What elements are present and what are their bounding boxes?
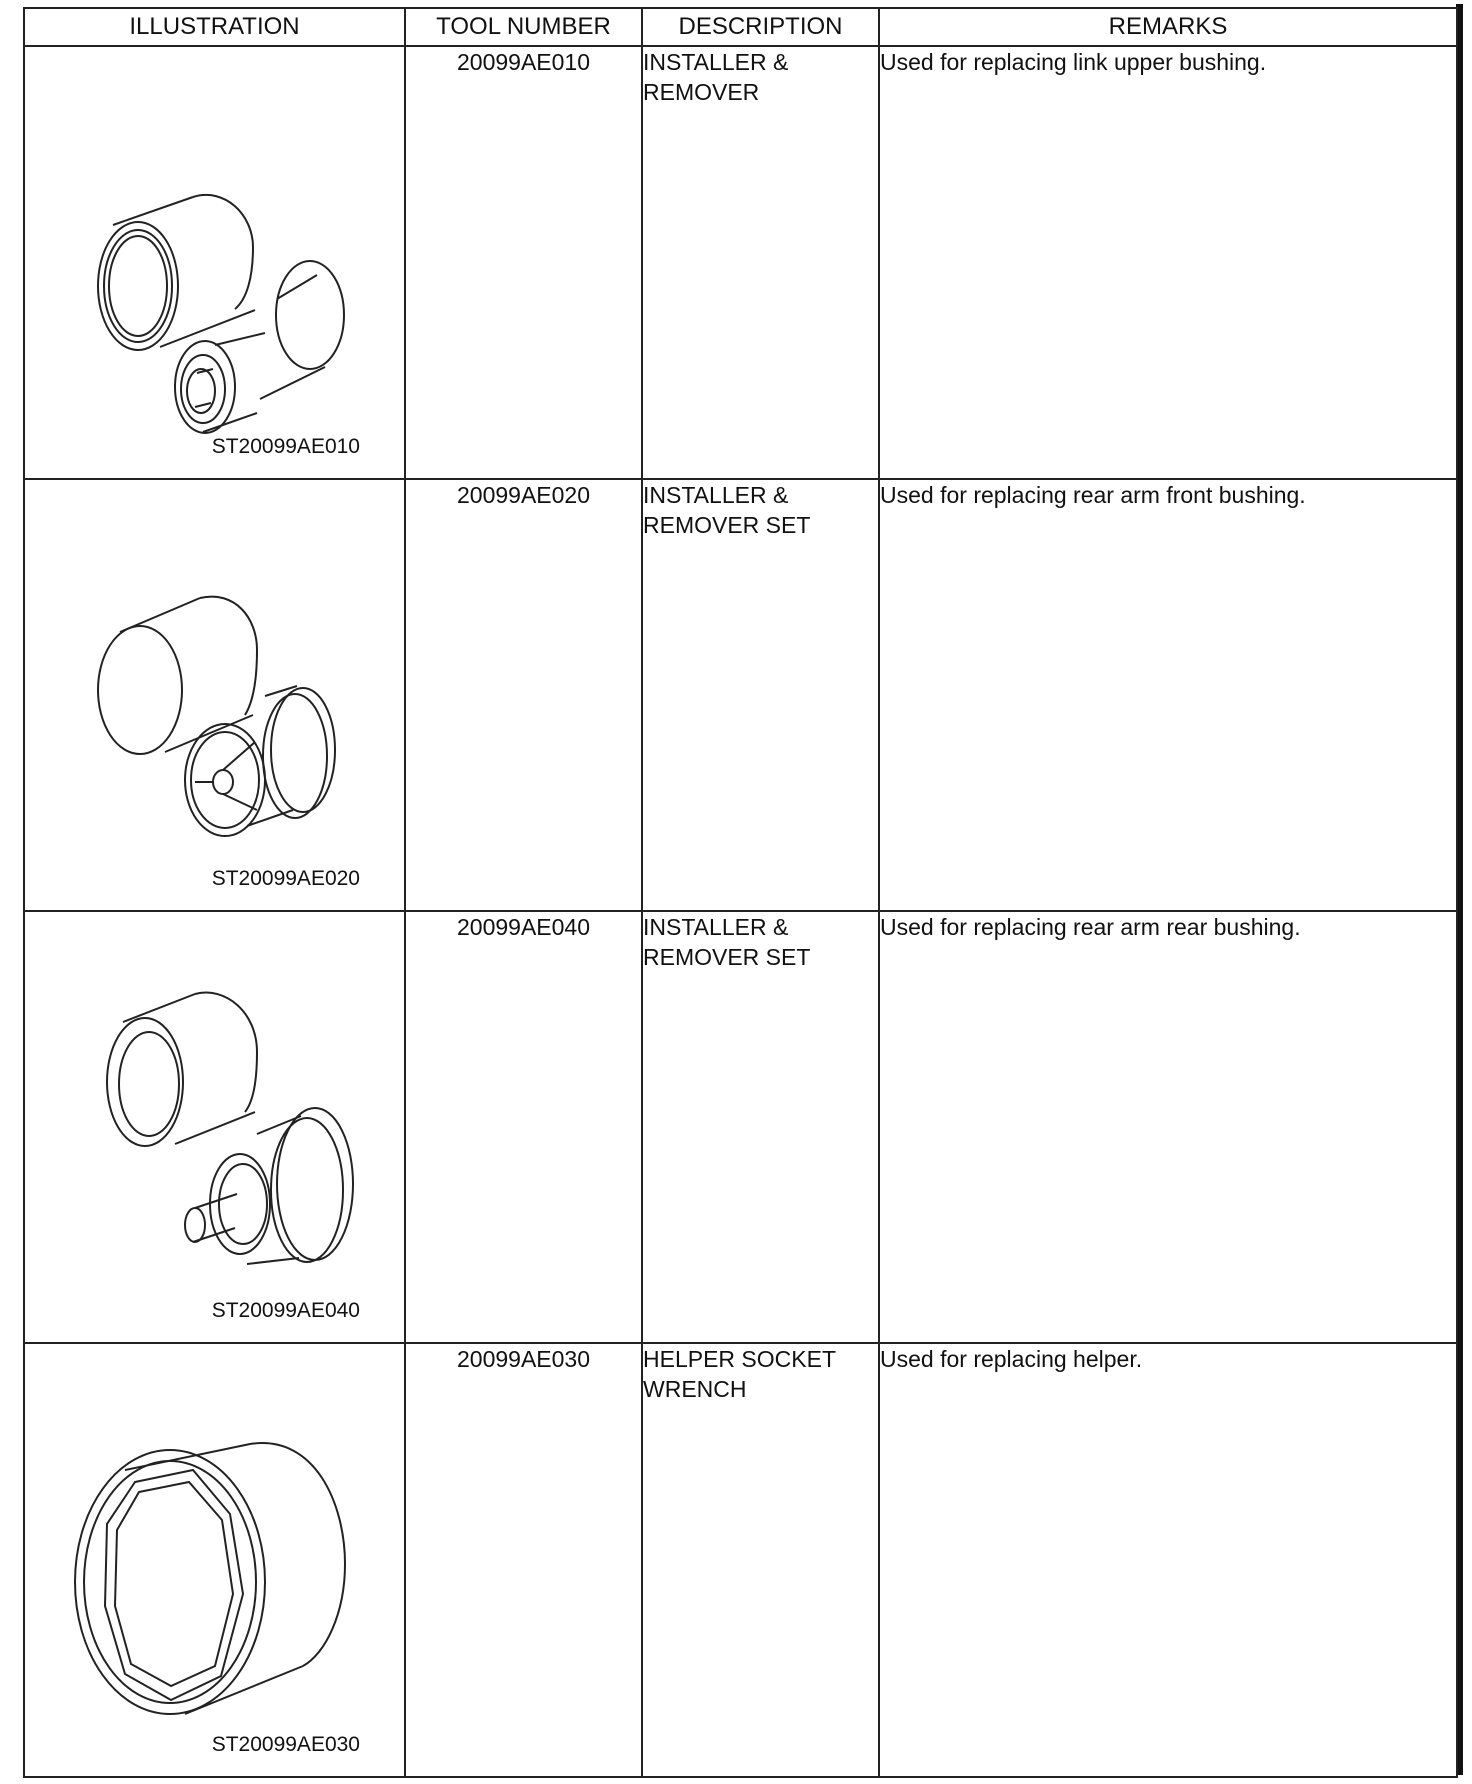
installer-remover-set-drawing <box>25 480 406 910</box>
description-line: INSTALLER & <box>643 482 789 508</box>
illustration-code: ST20099AE030 <box>211 1733 360 1756</box>
header-row <box>24 8 1457 46</box>
description <box>642 479 879 911</box>
illustration-cell <box>24 479 405 911</box>
description <box>642 46 879 479</box>
illustration-cell <box>24 911 405 1343</box>
remarks: Used for replacing rear arm front bushing. <box>879 479 1457 911</box>
remarks: Used for replacing helper. <box>879 1343 1457 1777</box>
installer-remover-drawing <box>25 47 406 478</box>
description-line: INSTALLER & <box>643 914 789 940</box>
header-illustration: ILLUSTRATION <box>24 8 405 46</box>
special-tools-table <box>23 7 1458 1778</box>
description <box>642 1343 879 1777</box>
tool-number: 20099AE040 <box>405 911 642 1343</box>
table-row <box>24 479 1457 911</box>
header-description: DESCRIPTION <box>642 8 879 46</box>
remarks: Used for replacing link upper bushing. <box>879 46 1457 479</box>
tool-number: 20099AE010 <box>405 46 642 479</box>
description-line: REMOVER SET <box>643 944 811 970</box>
description-line: REMOVER <box>643 79 760 105</box>
illustration-code: ST20099AE020 <box>211 867 360 890</box>
description-line: REMOVER SET <box>643 512 811 538</box>
header-remarks: REMARKS <box>879 8 1457 46</box>
helper-socket-wrench-drawing <box>25 1344 406 1776</box>
illustration-cell <box>24 1343 405 1777</box>
header-tool-number: TOOL NUMBER <box>405 8 642 46</box>
description-line: WRENCH <box>643 1376 747 1402</box>
description <box>642 911 879 1343</box>
illustration-code: ST20099AE010 <box>211 435 360 458</box>
installer-remover-set-drawing <box>25 912 406 1342</box>
illustration-cell <box>24 46 405 479</box>
table-row <box>24 911 1457 1343</box>
remarks: Used for replacing rear arm rear bushing. <box>879 911 1457 1343</box>
illustration-code: ST20099AE040 <box>211 1299 360 1322</box>
tool-number: 20099AE030 <box>405 1343 642 1777</box>
table-row <box>24 46 1457 479</box>
description-line: HELPER SOCKET <box>643 1346 836 1372</box>
tool-number: 20099AE020 <box>405 479 642 911</box>
description-line: INSTALLER & <box>643 49 789 75</box>
table-row <box>24 1343 1457 1777</box>
